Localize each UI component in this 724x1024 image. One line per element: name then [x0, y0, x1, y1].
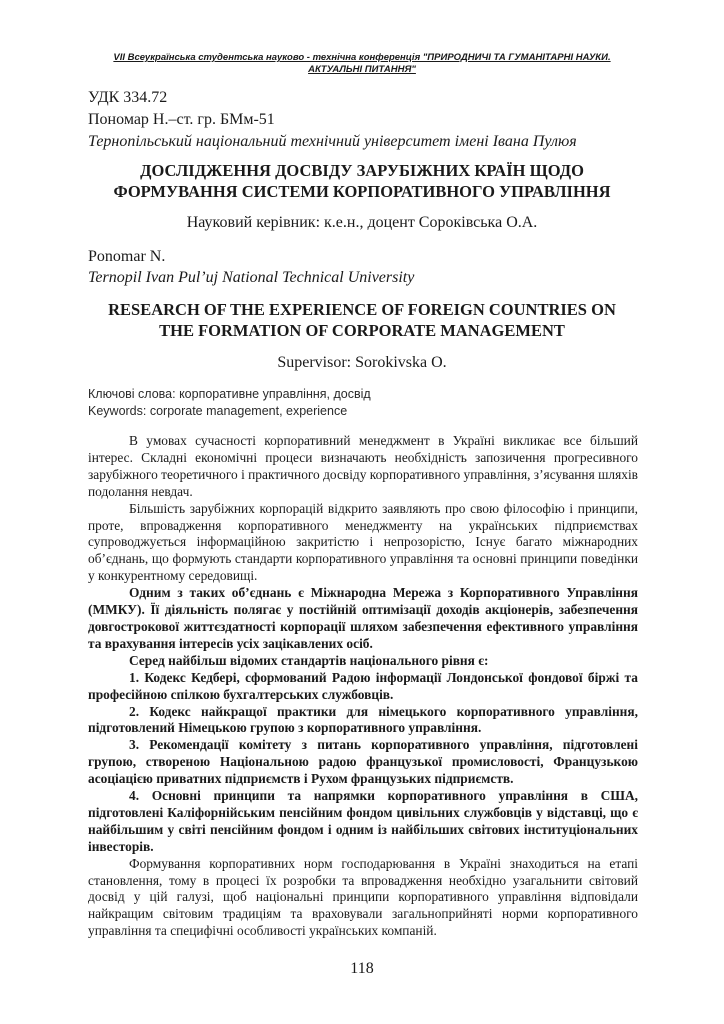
- paragraph-conclusion: Формування корпоративних норм господарювання в Україні знаходиться на етапі становлення, тому в процесі їх розробки та впровадження необхідно узагальнити світовий досвід у цій галузі, щоб національні принципи корпоративного управління відповідали найкращим світовим традиціям та враховували загальноприйняті норми корпоративного управління та специфічні особливості українських компаній.: [88, 855, 638, 939]
- keywords-ukr: Ключові слова: корпоративне управління, досвід: [88, 387, 371, 401]
- paragraph-standards-intro: Серед найбільш відомих стандартів національного рівня є:: [129, 652, 489, 668]
- title-eng-line1: RESEARCH OF THE EXPERIENCE OF FOREIGN COUNTRIES ON: [108, 300, 616, 319]
- list-item-french-recommendations: 3. Рекомендації комітету з питань корпоративного управління, підготовлені групою, створеною Національною радою французької промисловості, Французькою асоціацією приватних підприємств і Рухом французьких підприємств.: [88, 737, 638, 787]
- title-eng: [88, 299, 636, 341]
- body-text: [88, 433, 638, 940]
- affiliation-ukr: Тернопільський національний технічний університет імені Івана Пулюя: [88, 133, 577, 150]
- list-item-german-code: 2. Кодекс найкращої практики для німецького корпоративного управління, підготовлений Німецькою групою з корпоративного управління.: [88, 703, 638, 736]
- conference-header: VII Всеукраїнська студентська науково - технічна конференція "ПРИРОДНИЧІ ТА ГУМАНІТАРНІ НАУКИ. АКТУАЛЬНІ ПИТАННЯ": [113, 52, 611, 75]
- list-item-us-principles: 4. Основні принципи та напрямки корпоративного управління в США, підготовлені Каліфорнійським пенсійним фондом цивільних службовців у відставці, що є найбільшим у світі пенсійним фондом і одним із найбільших світових інституціональних інвесторів.: [88, 788, 638, 854]
- supervisor-ukr: Науковий керівник: к.е.н., доцент Сороківська О.А.: [186, 214, 538, 231]
- title-ukr-line2: ФОРМУВАННЯ СИСТЕМИ КОРПОРАТИВНОГО УПРАВЛІННЯ: [113, 182, 611, 201]
- paragraph-icgn: Одним з таких об’єднань є Міжнародна Мережа з Корпоративного Управління (ММКУ). Її діяльність полягає у постійній оптимізації доходів акціонерів, забезпечення довгострокової життєздатності корпорації шляхом забезпечення ефективного управління та врахування інтересів усіх зацікавлених осіб.: [88, 585, 638, 651]
- title-ukr: [88, 160, 636, 202]
- paragraph-intro: В умовах сучасності корпоративний менеджмент в Україні викликає все більший інтерес. Складні економічні процеси визначають необхідність запозичення прогресивного зарубіжного теоретичного і практичного досвіду корпоративного управління, з’ясування шляхів подолання невдач.: [88, 433, 638, 499]
- author-ukr: Пономар Н.–ст. гр. БМм-51: [88, 111, 275, 128]
- list-item-cadbury: 1. Кодекс Кедбері, сформований Радою інформації Лондонської фондової біржі та професійною спілкою бухгалтерських службовців.: [88, 669, 638, 702]
- supervisor-eng: Supervisor: Sorokivska O.: [277, 354, 447, 371]
- affiliation-eng: Ternopil Ivan Pul’uj National Technical University: [88, 269, 415, 286]
- page-number: 118: [350, 960, 374, 977]
- paragraph-foreign-corporations: Більшість зарубіжних корпорацій відкрито заявляють про свою філософію і принципи, проте, впровадження корпоративного менеджменту на українських підприємствах супроводжується інформаційною закритістю і непрозорістю, Існує багато міжнародних об’єднань, що формують стандарти корпоративного управління та основні принципи поведінки у конкурентному середовищі.: [88, 500, 638, 584]
- title-ukr-line1: ДОСЛІДЖЕННЯ ДОСВІДУ ЗАРУБІЖНИХ КРАЇН ЩОДО: [140, 161, 584, 180]
- author-eng: Ponomar N.: [88, 248, 166, 265]
- udk-code: УДК 334.72: [88, 89, 168, 106]
- keywords-eng: Keywords: corporate management, experience: [88, 404, 348, 418]
- title-eng-line2: THE FORMATION OF CORPORATE MANAGEMENT: [159, 321, 565, 340]
